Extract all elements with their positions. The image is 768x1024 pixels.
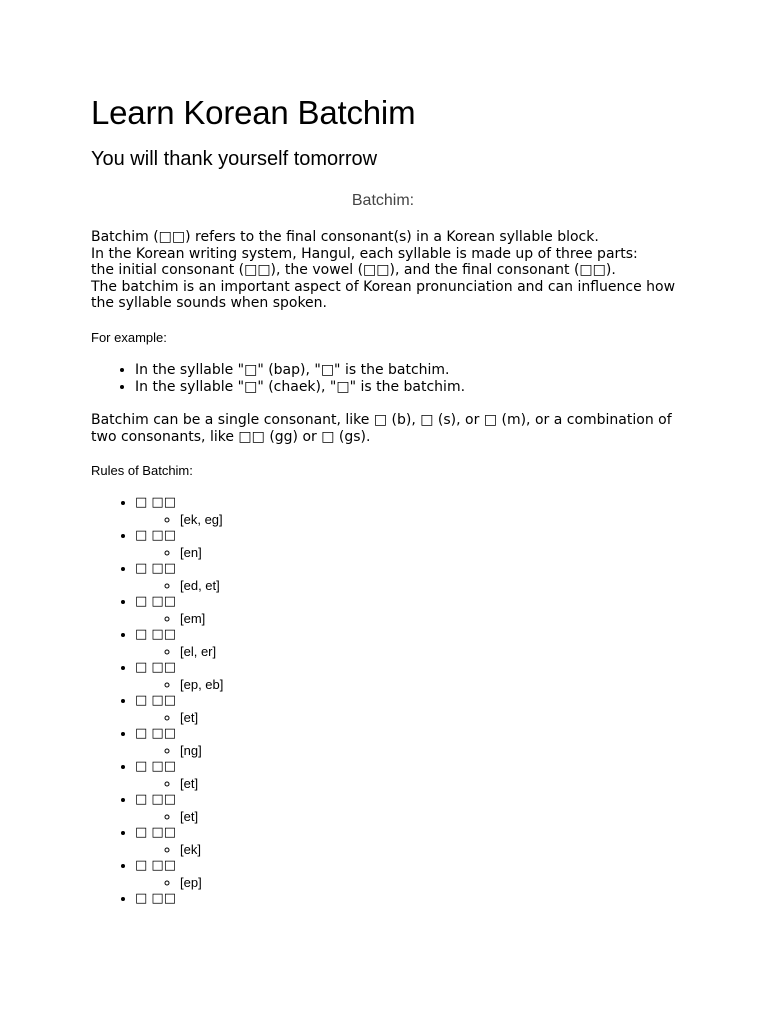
rule-sound: ◦ [et] xyxy=(180,776,768,793)
rule-label: □ □□ xyxy=(135,627,176,643)
rule-item xyxy=(135,825,768,858)
rule-sound: ◦ [ep] xyxy=(180,875,768,892)
rule-item xyxy=(135,594,768,627)
intro-line: In the Korean writing system, Hangul, each syllable is made up of three parts: xyxy=(91,245,638,262)
rule-item xyxy=(135,858,768,891)
examples-list xyxy=(91,362,768,395)
rule-sound-list xyxy=(135,578,768,595)
rule-sound: ◦ [et] xyxy=(180,809,768,826)
rule-label: □ □□ xyxy=(135,726,176,742)
rule-label: □ □□ xyxy=(135,891,176,907)
example-item: • In the syllable "□" (chaek), "□" is the batchim. xyxy=(135,379,768,396)
rule-label: □ □□ xyxy=(135,693,176,709)
rule-sound: ◦ [ek] xyxy=(180,842,768,859)
rule-item xyxy=(135,495,768,528)
rule-label: □ □□ xyxy=(135,561,176,577)
rule-item xyxy=(135,627,768,660)
rule-sound: ◦ [ep, eb] xyxy=(180,677,768,694)
rule-sound-list xyxy=(135,512,768,529)
intro-paragraph xyxy=(91,229,691,312)
intro-line: The batchim is an important aspect of Korean pronunciation and can influence how the syllable sounds when spoken. xyxy=(91,278,676,312)
rule-sound-list xyxy=(135,710,768,727)
rule-sound: ◦ [et] xyxy=(180,710,768,727)
rule-sound: ◦ [ek, eg] xyxy=(180,512,768,529)
rule-sound-list xyxy=(135,644,768,661)
example-label: For example: xyxy=(91,329,167,345)
intro-line: the initial consonant (□□), the vowel (□□), and the final consonant (□□). xyxy=(91,262,616,279)
rule-label: □ □□ xyxy=(135,594,176,610)
rule-label: □ □□ xyxy=(135,858,176,874)
example-item: • In the syllable "□" (bap), "□" is the batchim. xyxy=(135,362,768,379)
rule-sound-list xyxy=(135,842,768,859)
rule-sound-list xyxy=(135,743,768,760)
rule-sound: ◦ [ng] xyxy=(180,743,768,760)
rule-item xyxy=(135,792,768,825)
rules-label: Rules of Batchim: xyxy=(91,463,193,479)
rules-list xyxy=(91,495,768,908)
rule-label: □ □□ xyxy=(135,528,176,544)
page-subtitle: You will thank yourself tomorrow xyxy=(91,148,378,170)
rule-label: □ □□ xyxy=(135,495,176,511)
rule-sound: ◦ [en] xyxy=(180,545,768,562)
rule-label: □ □□ xyxy=(135,660,176,676)
rule-sound-list xyxy=(135,611,768,628)
rule-item xyxy=(135,759,768,792)
section-heading: Batchim: xyxy=(351,192,415,209)
combination-paragraph: Batchim can be a single consonant, like □ (b), □ (s), or □ (m), or a combination of two consonants, like □□ (gg) or □ (gs). xyxy=(91,412,672,445)
rule-item xyxy=(135,726,768,759)
rule-item xyxy=(135,561,768,594)
rule-sound-list xyxy=(135,875,768,892)
rule-sound-list xyxy=(135,776,768,793)
rule-item xyxy=(135,891,768,908)
rule-item xyxy=(135,528,768,561)
rule-label: □ □□ xyxy=(135,759,176,775)
rule-sound-list xyxy=(135,677,768,694)
rule-item xyxy=(135,660,768,693)
rule-sound-list xyxy=(135,545,768,562)
rule-label: □ □□ xyxy=(135,825,176,841)
intro-line: Batchim (□□) refers to the final consonant(s) in a Korean syllable block. xyxy=(91,229,599,245)
rule-sound-list xyxy=(135,809,768,826)
rule-sound: ◦ [el, er] xyxy=(180,644,768,661)
page-title: Learn Korean Batchim xyxy=(91,94,416,131)
rule-item xyxy=(135,693,768,726)
rule-label: □ □□ xyxy=(135,792,176,808)
rule-sound: ◦ [ed, et] xyxy=(180,578,768,595)
rule-sound: ◦ [em] xyxy=(180,611,768,628)
